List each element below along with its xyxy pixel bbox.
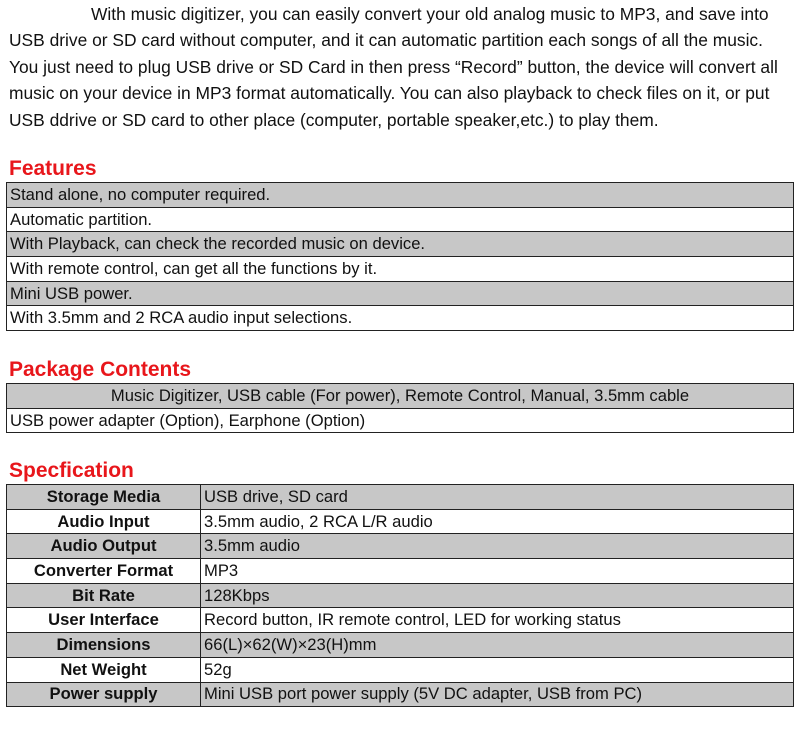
table-row [7,408,794,433]
intro-paragraph: With music digitizer, you can easily convert your old analog music to MP3, and save into USB drive or SD card without computer, and it can automatic partition each songs of all the music. You just need to plug USB drive or SD Card in then press “Record” button, the device will convert all music on your device in MP3 format automatically. You can also playback to check files on it, or put USB ddrive or SD card to other place (computer, portable speaker,etc.) to play them. [9,4,778,130]
table-row [7,534,794,559]
table-row [7,509,794,534]
spec-value: Mini USB port power supply (5V DC adapter, USB from PC) [201,682,794,707]
spec-key: Audio Input [7,509,201,534]
feature-item: Automatic partition. [7,207,794,232]
table-row [7,306,794,331]
spec-value: 52g [201,657,794,682]
feature-item: With remote control, can get all the functions by it. [7,257,794,282]
spec-value: 3.5mm audio [201,534,794,559]
table-row [7,657,794,682]
spec-key: Power supply [7,682,201,707]
table-row [7,207,794,232]
spec-value: Record button, IR remote control, LED for working status [201,608,794,633]
table-row [7,583,794,608]
spec-key: Audio Output [7,534,201,559]
spec-value: MP3 [201,559,794,584]
package-item: Music Digitizer, USB cable (For power), Remote Control, Manual, 3.5mm cable [7,384,794,409]
table-row [7,281,794,306]
spec-key: Converter Format [7,559,201,584]
table-row [7,232,794,257]
table-row [7,559,794,584]
spec-heading: Specfication [9,459,134,482]
spec-value: USB drive, SD card [201,485,794,510]
table-row [7,633,794,658]
table-row [7,384,794,409]
spec-key: Dimensions [7,633,201,658]
feature-item: With 3.5mm and 2 RCA audio input selections. [7,306,794,331]
spec-key: User Interface [7,608,201,633]
spec-value: 66(L)×62(W)×23(H)mm [201,633,794,658]
package-heading: Package Contents [9,358,192,381]
features-heading: Features [9,157,97,180]
spec-key: Storage Media [7,485,201,510]
spec-value: 3.5mm audio, 2 RCA L/R audio [201,509,794,534]
table-row [7,485,794,510]
table-row [7,608,794,633]
spec-key: Net Weight [7,657,201,682]
package-table [6,383,794,433]
feature-item: Mini USB power. [7,281,794,306]
spec-table [6,484,794,707]
table-row [7,682,794,707]
spec-value: 128Kbps [201,583,794,608]
table-row [7,257,794,282]
table-row [7,183,794,208]
features-table [6,182,794,331]
feature-item: With Playback, can check the recorded music on device. [7,232,794,257]
package-item: USB power adapter (Option), Earphone (Option) [7,408,794,433]
feature-item: Stand alone, no computer required. [7,183,794,208]
spec-key: Bit Rate [7,583,201,608]
